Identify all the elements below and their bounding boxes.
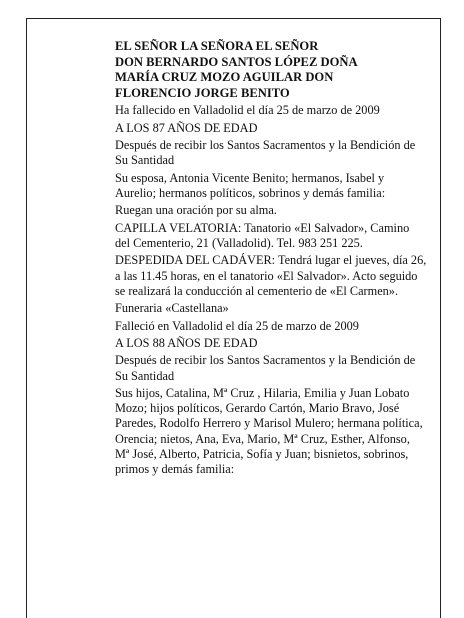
family-1: Su esposa, Antonia Vicente Benito; hermanos, Isabel y Aurelio; hermanos políticos, sobrinos y demás familia: [115, 170, 386, 200]
title-line: DON BERNARDO SANTOS LÓPEZ DOÑA [115, 54, 358, 69]
sacraments-2: Después de recibir los Santos Sacramentos y la Bendición de Su Santidad [115, 353, 416, 383]
title-line: FLORENCIO JORGE BENITO [115, 85, 290, 100]
title-line: EL SEÑOR LA SEÑORA EL SEÑOR [115, 39, 319, 53]
sacraments-1: Después de recibir los Santos Sacramentos y la Bendición de Su Santidad [115, 138, 416, 168]
title-line: MARÍA CRUZ MOZO AGUILAR DON [115, 70, 334, 85]
obituary-text [115, 39, 427, 479]
death-notice-2: Falleció en Valladolid el día 25 de marzo de 2009 [115, 318, 359, 333]
prayer-request: Ruegan una oración por su alma. [115, 203, 277, 218]
age-2: A LOS 88 AÑOS DE EDAD [115, 335, 258, 350]
age-1: A LOS 87 AÑOS DE EDAD [115, 120, 258, 135]
funeral-home: Funeraria «Castellana» [115, 301, 229, 316]
notice-title [115, 39, 427, 101]
farewell-info: DESPEDIDA DEL CADÁVER: Tendrá lugar el jueves, día 26, a las 11.45 horas, en el tanatorio «El Salvador». Acto seguido se realizará la conducción al cementerio de «El Carmen». [115, 253, 427, 298]
death-notice-1: Ha fallecido en Valladolid el día 25 de marzo de 2009 [115, 103, 380, 118]
family-2: Sus hijos, Catalina, Mª Cruz , Hilaria, Emilia y Juan Lobato Mozo; hijos políticos, Gerardo Cartón, Mario Bravo, José Paredes, Rodolfo Herrero y Marisol Mulero; hermana política, Orencia; nietos, Ana, Eva, Mario, Mª Cruz, Esther, Alfonso, Mª José, Alberto, Patricia, Sofía y Juan; bisnietos, sobrinos, primos y demás familia: [115, 385, 423, 476]
wake-info: CAPILLA VELATORIA: Tanatorio «El Salvador», Camino del Cementerio, 21 (Valladolid). Tel. 983 251 225. [115, 220, 410, 250]
